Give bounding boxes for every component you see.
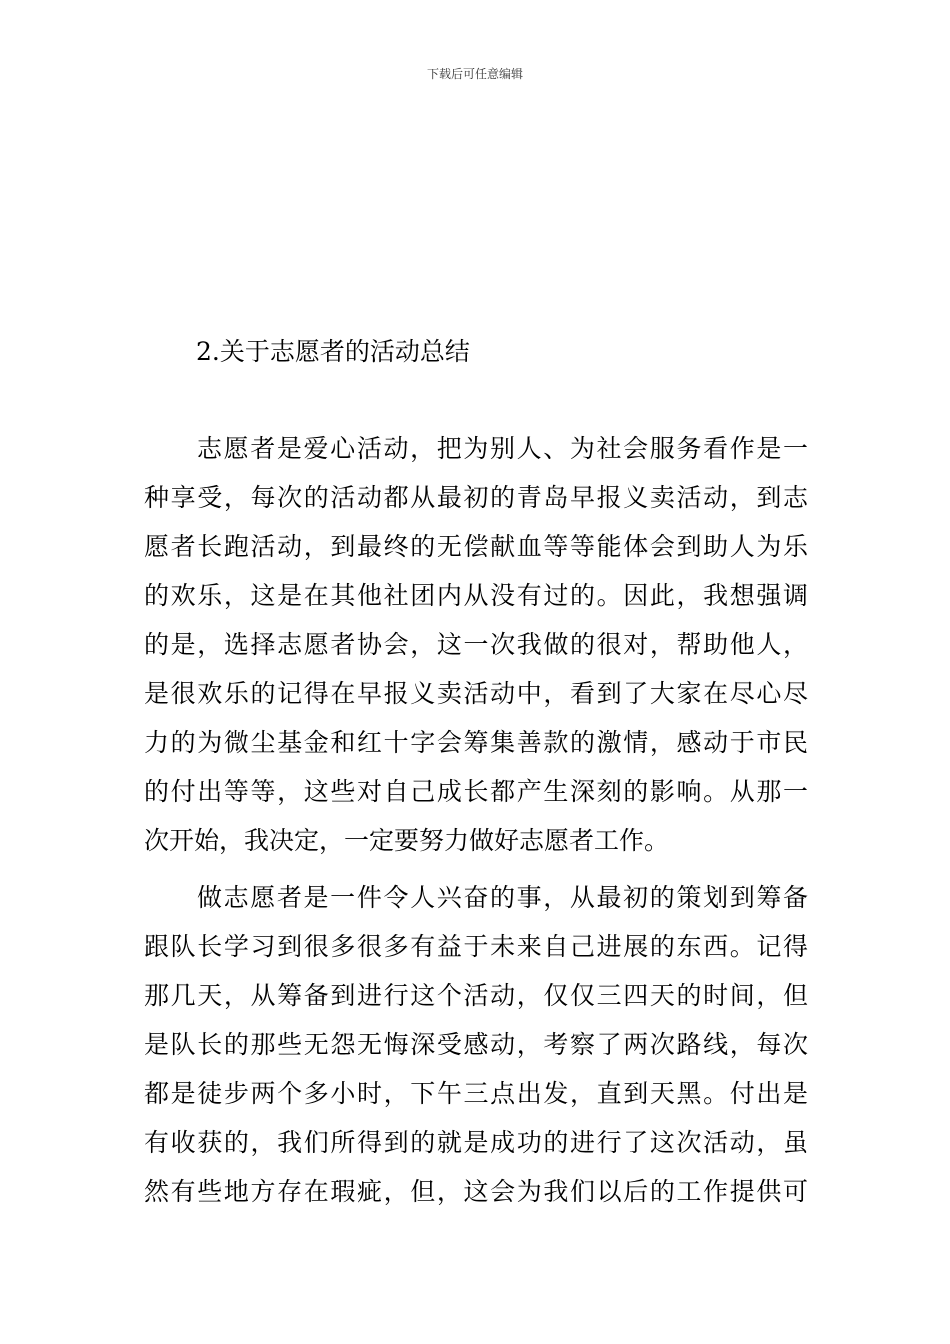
- paragraph-line: 然有些地方存在瑕疵，但，这会为我们以后的工作提供可: [144, 1177, 808, 1206]
- header-note: 下载后可任意编辑: [426, 67, 523, 81]
- paragraph-line: 的欢乐，这是在其他社团内从没有过的。因此，我想强调: [144, 581, 808, 610]
- paragraph-line: 的付出等等，这些对自己成长都产生深刻的影响。从那一: [144, 777, 808, 806]
- paragraph-line: 力的为微尘基金和红十字会筹集善款的激情，感动于市民: [144, 728, 808, 757]
- paragraph-1: [144, 424, 808, 865]
- paragraph-line: 愿者长跑活动，到最终的无偿献血等等能体会到助人为乐: [144, 532, 808, 561]
- paragraph-line: 志愿者是爱心活动，把为别人、为社会服务看作是一: [197, 434, 808, 463]
- paragraph-line: 种享受，每次的活动都从最初的青岛早报义卖活动，到志: [144, 483, 808, 512]
- paragraph-line: 有收获的，我们所得到的就是成功的进行了这次活动，虽: [144, 1128, 808, 1157]
- paragraph-line: 是很欢乐的记得在早报义卖活动中，看到了大家在尽心尽: [144, 679, 808, 708]
- paragraph-line: 跟队长学习到很多很多有益于未来自己进展的东西。记得: [144, 932, 808, 961]
- paragraph-line: 是队长的那些无怨无悔深受感动，考察了两次路线，每次: [144, 1030, 808, 1059]
- paragraph-line: 的是，选择志愿者协会，这一次我做的很对，帮助他人，: [144, 630, 808, 659]
- paragraph-line: 都是徒步两个多小时，下午三点出发，直到天黑。付出是: [144, 1079, 808, 1108]
- paragraph-2: [144, 873, 808, 1216]
- paragraph-line: 次开始，我决定，一定要努力做好志愿者工作。: [144, 826, 670, 855]
- paragraph-line: 做志愿者是一件令人兴奋的事，从最初的策划到筹备: [197, 883, 808, 912]
- section-title: 2.关于志愿者的活动总结: [196, 337, 470, 366]
- paragraph-line: 那几天，从筹备到进行这个活动，仅仅三四天的时间，但: [144, 981, 808, 1010]
